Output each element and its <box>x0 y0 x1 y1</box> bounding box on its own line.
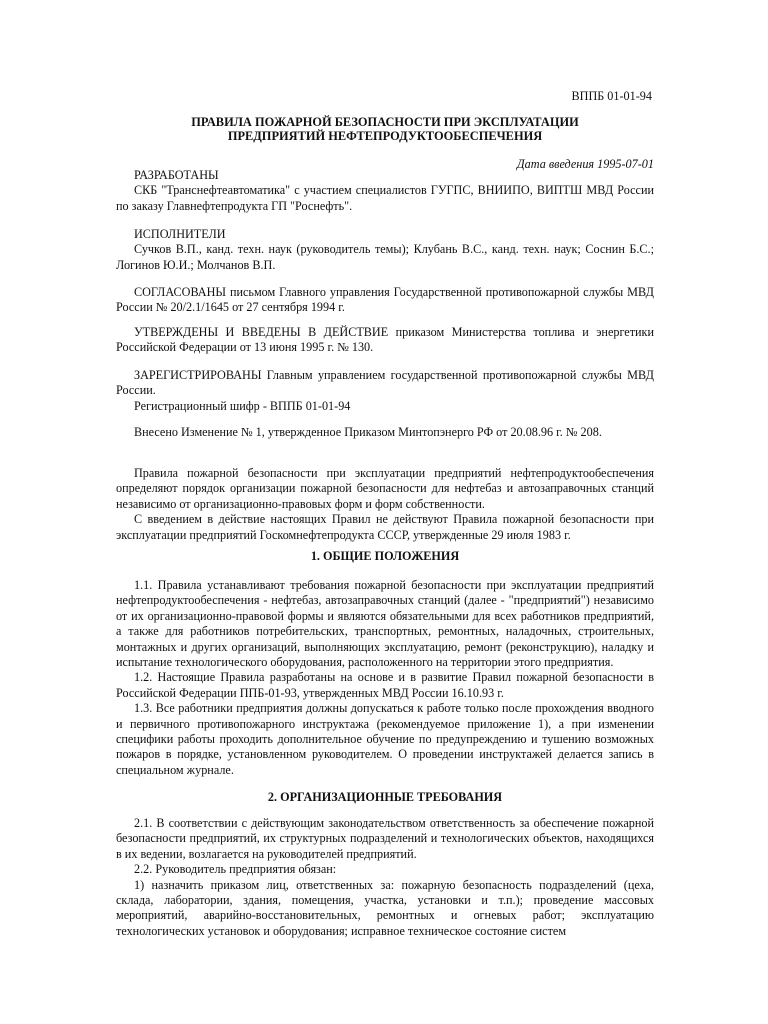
clause-1-2: 1.2. Настоящие Правила разработаны на основе и в развитие Правил пожарной безопасности в Российской Федерации ППБ-01-93, утвержденных МВД России 16.10.93 г. <box>116 670 654 700</box>
approved-block <box>116 325 654 356</box>
title-line-2: ПРЕДПРИЯТИЙ НЕФТЕПРОДУКТООБЕСПЕЧЕНИЯ <box>227 129 543 143</box>
preamble-paragraph: Правила пожарной безопасности при эксплуатации предприятий нефтепродуктообеспечения определяют порядок организации пожарной безопасности для нефтебаз и автозаправочных станций независимо от организационно-правовых форм и форм собственности. <box>116 466 654 511</box>
executors-heading: ИСПОЛНИТЕЛИ <box>134 227 226 241</box>
preamble-paragraph: С введением в действие настоящих Правил не действуют Правила пожарной безопасности при эксплуатации предприятий Госкомнефтепродукта СССР, утвержденные 29 июля 1983 г. <box>116 512 654 542</box>
developed-heading: РАЗРАБОТАНЫ <box>134 168 219 182</box>
registration-code: Регистрационный шифр - ВППБ 01-01-94 <box>134 398 351 413</box>
clause-1-1: 1.1. Правила устанавливают требования пожарной безопасности при эксплуатации предприятий нефтепродуктообеспечения - нефтебаз, автозаправочных станций (далее - "предприятий") независимо от их организационно-правовой формы и являются обязательными для всех работников предприятий, а также для работников потребительских, транспортных, ремонтных, наладочных, строительных, монтажных и других организаций, выполняющих эксплуатацию, ремонт (реконструкцию), наладку и испытание технологического оборудования, расположенного на территории этого предприятия. <box>116 578 654 670</box>
section-1-body <box>116 578 654 778</box>
approved-text: УТВЕРЖДЕНЫ И ВВЕДЕНЫ В ДЕЙСТВИЕ приказом Министерства топлива и энергетики Российской Федерации от 13 июня 1995 г. № 130. <box>116 325 654 355</box>
amendment-block <box>116 425 654 440</box>
clause-2-1: 2.1. В соответствии с действующим законодательством ответственность за обеспечение пожарной безопасности предприятий, их структурных подразделений и технологических объектов, находящихся в их ведении, возлагается на руководителей предприятий. <box>116 816 654 861</box>
registered-block <box>116 368 654 414</box>
document-code: ВППБ 01-01-94 <box>571 89 652 103</box>
introduction-date: Дата введения 1995-07-01 <box>516 157 654 171</box>
executors-text: Сучков В.П., канд. техн. наук (руководитель темы); Клубань В.С., канд. техн. наук; Соснин Б.С.; Логинов Ю.И.; Молчанов В.П. <box>116 242 654 272</box>
developed-text: СКБ "Транснефтеавтоматика" с участием специалистов ГУГПС, ВНИИПО, ВИПТШ МВД России по заказу Главнефтепродукта ГП "Роснефть". <box>116 183 654 213</box>
section-2-body <box>116 816 654 939</box>
amendment-text: Внесено Изменение № 1, утвержденное Приказом Минтопэнерго РФ от 20.08.96 г. № 208. <box>134 425 602 439</box>
title-line-1: ПРАВИЛА ПОЖАРНОЙ БЕЗОПАСНОСТИ ПРИ ЭКСПЛУАТАЦИИ <box>191 115 579 129</box>
document-title <box>116 115 654 143</box>
preamble-block <box>116 466 654 543</box>
clause-2-2-item-1: 1) назначить приказом лиц, ответственных за: пожарную безопасность подразделений (цеха, склада, лаборатории, здания, помещения, участка, установки и т.п.); проведение массовых мероприятий, аварийно-восстановительных, ремонтных и огневых работ; эксплуатацию технологических установок и оборудования; исправное техническое состояние систем <box>116 877 654 938</box>
agreed-text: СОГЛАСОВАНЫ письмом Главного управления Государственной противопожарной службы МВД России № 20/2.1/1645 от 27 сентября 1994 г. <box>116 285 654 315</box>
agreed-block <box>116 285 654 316</box>
executors-block <box>116 227 654 273</box>
registered-text: ЗАРЕГИСТРИРОВАНЫ Главным управлением государственной противопожарной службы МВД России. <box>116 368 654 398</box>
developed-block <box>116 168 654 214</box>
clause-1-3: 1.3. Все работники предприятия должны допускаться к работе только после прохождения вводного и первичного противопожарного инструктажа (рекомендуемое приложение 1), а при изменении специфики работы проходить дополнительное обучение по предупреждению и тушению возможных пожаров в порядке, установленном руководителем. О проведении инструктажей делается запись в специальном журнале. <box>116 701 654 777</box>
section-2-heading: 2. ОРГАНИЗАЦИОННЫЕ ТРЕБОВАНИЯ <box>267 790 503 804</box>
section-1-heading: 1. ОБЩИЕ ПОЛОЖЕНИЯ <box>310 549 460 563</box>
clause-2-2: 2.2. Руководитель предприятия обязан: <box>134 862 337 877</box>
